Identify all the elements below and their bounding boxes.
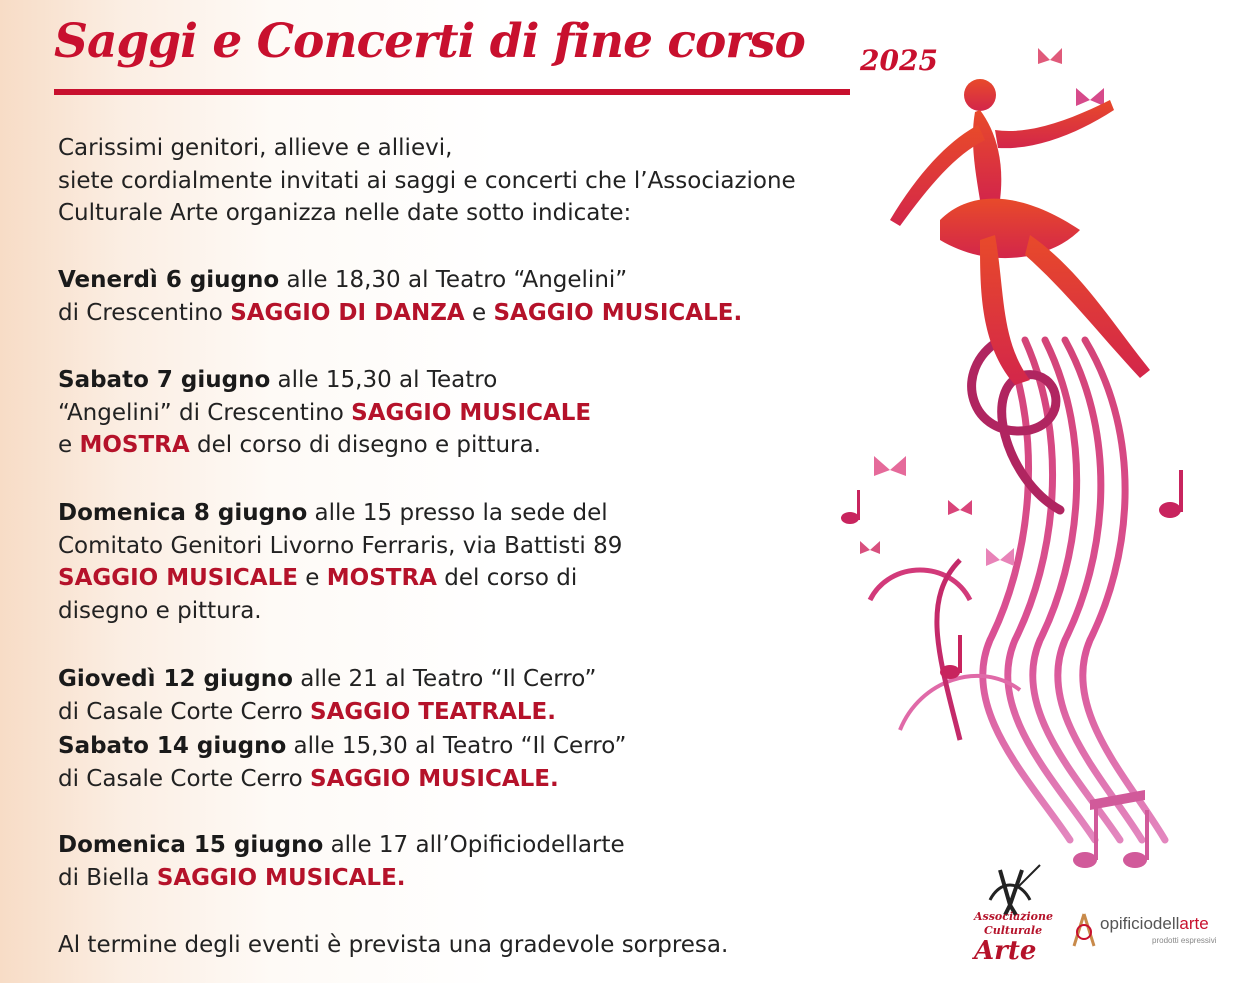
- opificio-name-b: arte: [1179, 914, 1209, 933]
- logo-text: Culturale: [984, 924, 1043, 937]
- event-date: Giovedì 12 giugno: [58, 666, 293, 692]
- opificio-subtitle: prodotti espressivi: [1152, 936, 1217, 945]
- logo-text: Arte: [974, 936, 1037, 966]
- event-detail: alle 18,30 al Teatro “Angelini”: [279, 267, 628, 293]
- associazione-arte-logo: [960, 860, 1060, 970]
- event-detail: del corso di: [436, 565, 578, 591]
- swirl: [937, 560, 960, 740]
- event-highlight: MOSTRA: [326, 565, 437, 591]
- intro-line: Carissimi genitori, allieve e allievi,: [58, 135, 453, 161]
- event-highlight: MOSTRA: [79, 432, 190, 458]
- event-detail: “Angelini” di Crescentino: [58, 399, 352, 426]
- dancer-music-illustration: [830, 40, 1210, 880]
- event-highlight: SAGGIO MUSICALE.: [156, 864, 406, 891]
- event-detail: alle 15,30 al Teatro “Il Cerro”: [286, 733, 627, 759]
- event-detail: alle 15 presso la sede del: [307, 500, 608, 526]
- event-detail: di Crescentino: [58, 299, 231, 326]
- event-detail: di Casale Corte Cerro: [58, 698, 311, 725]
- event-highlight: SAGGIO DI DANZA: [230, 299, 465, 326]
- intro-line: Culturale Arte organizza nelle date sotto indicate:: [58, 200, 632, 226]
- event-date: Domenica 8 giugno: [58, 500, 308, 526]
- event-5: [58, 730, 626, 795]
- event-date: Venerdì 6 giugno: [58, 267, 280, 293]
- opificio-mark-icon: [1070, 910, 1098, 950]
- event-3: [58, 497, 622, 627]
- opificio-name: [1100, 914, 1209, 934]
- event-detail: disegno e pittura.: [58, 597, 262, 624]
- event-date: Domenica 15 giugno: [58, 832, 324, 858]
- event-detail: alle 15,30 al Teatro: [270, 367, 498, 393]
- event-detail: del corso di disegno e pittura.: [189, 432, 541, 458]
- music-notes: [841, 470, 1183, 868]
- dancer-silhouette: [890, 79, 1150, 385]
- swirl: [900, 676, 1020, 730]
- event-detail: e: [58, 432, 80, 458]
- swirl: [870, 570, 970, 600]
- event-detail: alle 21 al Teatro “Il Cerro”: [292, 666, 597, 692]
- event-2: [58, 364, 591, 462]
- event-highlight: SAGGIO TEATRALE.: [310, 698, 557, 725]
- event-detail: di Casale Corte Cerro: [58, 765, 311, 792]
- opificio-logo: [1070, 910, 1230, 960]
- event-date: Sabato 14 giugno: [58, 733, 287, 759]
- logo-text: Associazione: [974, 910, 1054, 923]
- page-title: Saggi e Concerti di fine corso: [54, 14, 805, 69]
- intro-line: siete cordialmente invitati ai saggi e concerti che l’Associazione: [58, 167, 796, 194]
- event-highlight: SAGGIO MUSICALE: [58, 565, 298, 591]
- opificio-name-a: opificiodell: [1100, 914, 1180, 933]
- event-highlight: SAGGIO MUSICALE.: [310, 765, 559, 792]
- event-detail: Comitato Genitori Livorno Ferraris, via Battisti 89: [58, 532, 623, 559]
- event-1: [58, 264, 742, 329]
- intro-paragraph: [58, 132, 796, 230]
- event-detail: e: [464, 299, 494, 326]
- event-highlight: SAGGIO MUSICALE: [351, 399, 592, 426]
- music-staff: [983, 340, 1165, 840]
- event-detail: alle 17 all’Opificiodellarte: [323, 832, 625, 858]
- event-highlight: SAGGIO MUSICALE.: [493, 299, 743, 326]
- page-year: 2025: [860, 44, 938, 77]
- event-detail: di Biella: [58, 864, 157, 891]
- event-detail: e: [297, 565, 327, 591]
- event-6: [58, 829, 625, 894]
- title-underline: [54, 89, 850, 95]
- title-block: [54, 14, 805, 69]
- event-date: Sabato 7 giugno: [58, 367, 271, 393]
- event-4: [58, 663, 596, 728]
- closing-line: Al termine degli eventi è prevista una gradevole sorpresa.: [58, 932, 729, 958]
